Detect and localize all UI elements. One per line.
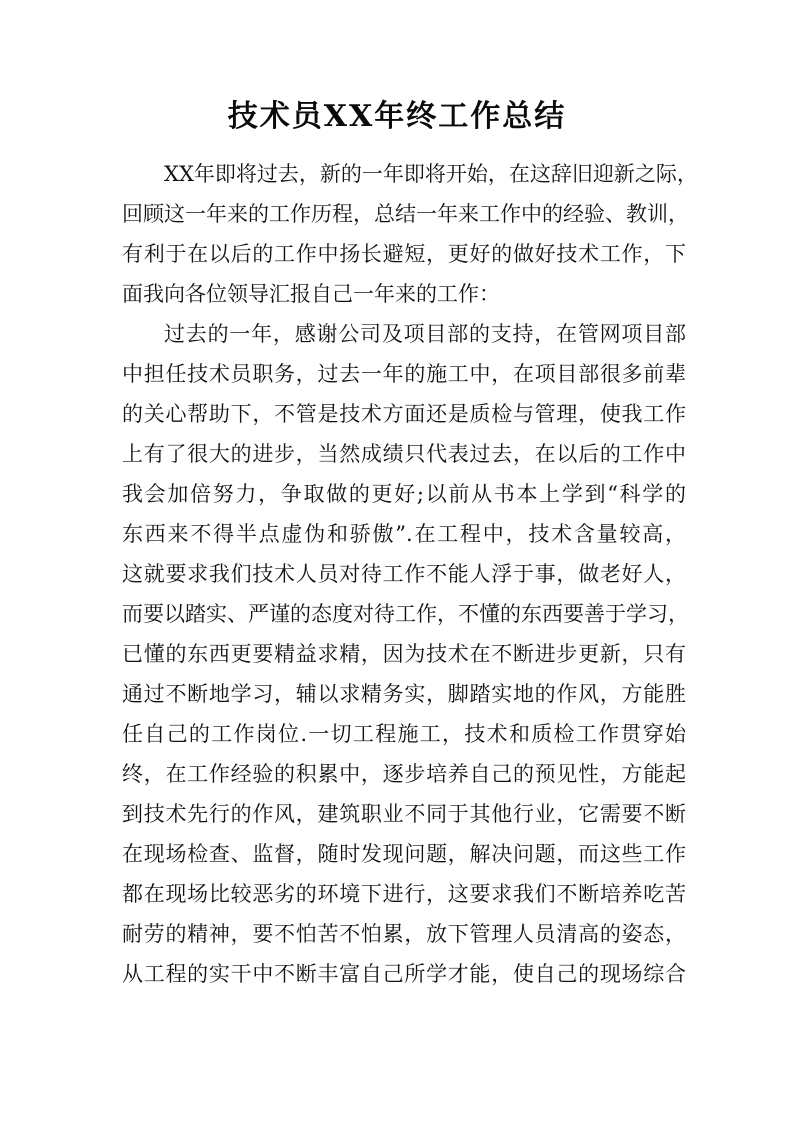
paragraph-2 (122, 314, 689, 994)
text-line: 任自己的工作岗位.一切工程施工，技术和质检工作贯穿始 (122, 722, 686, 746)
text-line: 这就要求我们技术人员对待工作不能人浮于事，做老好人， (122, 562, 686, 586)
text-line: 东西来不得半点虚伪和骄傲”.在工程中，技术含量较高， (122, 522, 686, 546)
text-line: 回顾这一年来的工作历程，总结一年来工作中的经验、教训， (122, 202, 689, 226)
text-line: 上有了很大的进步，当然成绩只代表过去，在以后的工作中 (122, 442, 686, 466)
text-line: 从工程的实干中不断丰富自己所学才能，使自己的现场综合 (122, 962, 686, 986)
text-line: 有利于在以后的工作中扬长避短，更好的做好技术工作，下 (122, 242, 686, 266)
document-title: 技术员XX年终工作总结 (227, 99, 567, 134)
text-line: 我会加倍努力，争取做的更好;以前从书本上学到“科学的 (122, 482, 686, 506)
text-line: 面我向各位领导汇报自己一年来的工作： (122, 282, 500, 306)
text-line: 在现场检查、监督，随时发现问题，解决问题，而这些工作 (122, 842, 686, 866)
text-line: 中担任技术员职务，过去一年的施工中，在项目部很多前辈 (122, 362, 686, 386)
text-line: 已懂的东西更要精益求精，因为技术在不断进步更新，只有 (122, 642, 686, 666)
paragraph-1 (122, 154, 698, 314)
text-line: 都在现场比较恶劣的环境下进行，这要求我们不断培养吃苦 (122, 882, 686, 906)
text-line: 通过不断地学习，辅以求精务实，脚踏实地的作风，方能胜 (122, 682, 686, 706)
text-line: 过去的一年，感谢公司及项目部的支持，在管网项目部 (164, 322, 686, 346)
text-line: 耐劳的精神，要不怕苦不怕累，放下管理人员清高的姿态， (122, 922, 686, 946)
text-line: 到技术先行的作风，建筑职业不同于其他行业，它需要不断 (122, 802, 686, 826)
text-line: XX年即将过去，新的一年即将开始，在这辞旧迎新之际， (164, 162, 698, 186)
text-line: 的关心帮助下，不管是技术方面还是质检与管理，使我工作 (122, 402, 686, 426)
text-line: 终，在工作经验的积累中，逐步培养自己的预见性，方能起 (122, 762, 686, 786)
document-body (122, 154, 698, 994)
text-line: 而要以踏实、严谨的态度对待工作，不懂的东西要善于学习， (122, 602, 689, 626)
